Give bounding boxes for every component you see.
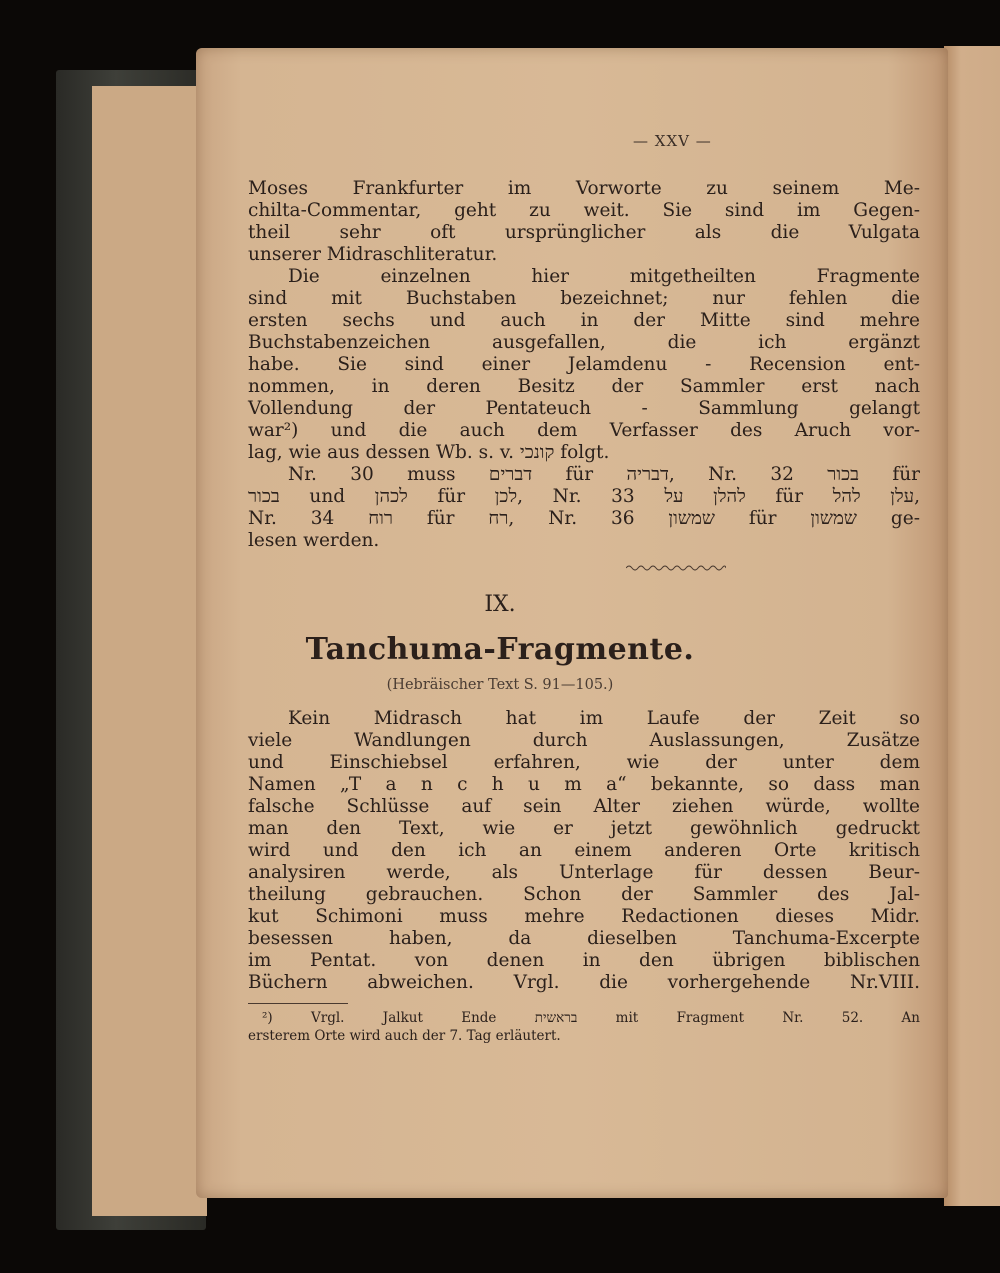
next-page-edge bbox=[944, 46, 1000, 1206]
text-line: nommen, in deren Besitz der Sammler erst nach bbox=[248, 376, 920, 397]
text-line: Die einzelnen hier mitgetheilten Fragmente bbox=[288, 266, 920, 287]
text-line: habe. Sie sind einer Jelamdenu - Recension ent- bbox=[248, 354, 920, 375]
text-line: theilung gebrauchen. Schon der Sammler des Jal- bbox=[248, 884, 920, 905]
chapter-number: IX. bbox=[484, 592, 516, 617]
text-line: im Pentat. von denen in den übrigen biblischen bbox=[248, 950, 920, 971]
page-number: — XXV — bbox=[633, 132, 712, 150]
text-line: ersten sechs und auch in der Mitte sind mehre bbox=[248, 310, 920, 331]
text-line: Moses Frankfurter im Vorworte zu seinem Me- bbox=[248, 178, 920, 199]
text-line: Nr. 30 muss דברים für דבריה, Nr. 32 בכור für bbox=[288, 464, 920, 485]
text-line: sind mit Buchstaben bezeichnet; nur fehlen die bbox=[248, 288, 920, 309]
ornament-divider bbox=[626, 563, 726, 573]
text-line: Büchern abweichen. Vrgl. die vorhergehende Nr.VIII. bbox=[248, 972, 920, 993]
text-line: Buchstabenzeichen ausgefallen, die ich ergänzt bbox=[248, 332, 920, 353]
text-line: man den Text, wie er jetzt gewöhnlich gedruckt bbox=[248, 818, 920, 839]
text-line: Nr. 34 רוח für רח, Nr. 36 שמשון für שמשון ge- bbox=[248, 508, 920, 529]
text-line: wird und den ich an einem anderen Orte kritisch bbox=[248, 840, 920, 861]
text-line: viele Wandlungen durch Auslassungen, Zusätze bbox=[248, 730, 920, 751]
text-line: unserer Midraschliteratur. bbox=[248, 244, 498, 265]
text-line: besessen haben, da dieselben Tanchuma-Excerpte bbox=[248, 928, 920, 949]
text-line: Vollendung der Pentateuch - Sammlung gelangt bbox=[248, 398, 920, 419]
footnote-line: ersterem Orte wird auch der 7. Tag erläutert. bbox=[248, 1028, 561, 1044]
text-line: Namen „T a n c h u m a“ bekannte, so dass man bbox=[248, 774, 920, 795]
text-line: Kein Midrasch hat im Laufe der Zeit so bbox=[288, 708, 920, 729]
text-line: analysiren werde, als Unterlage für dessen Beur- bbox=[248, 862, 920, 883]
text-line: war²) und die auch dem Verfasser des Aruch vor- bbox=[248, 420, 920, 441]
footnote-line: ²) Vrgl. Jalkut Ende בראשית mit Fragment Nr. 52. An bbox=[262, 1010, 920, 1026]
text-line: theil sehr oft ursprünglicher als die Vulgata bbox=[248, 222, 920, 243]
text-line: falsche Schlüsse auf sein Alter ziehen würde, wollte bbox=[248, 796, 920, 817]
footnote-rule bbox=[248, 1003, 348, 1004]
text-line: kut Schimoni muss mehre Redactionen dieses Midr. bbox=[248, 906, 920, 927]
chapter-title: Tanchuma-Fragmente. bbox=[305, 632, 695, 667]
chapter-subtitle: (Hebräischer Text S. 91—105.) bbox=[386, 677, 614, 693]
text-line: lag, wie aus dessen Wb. s. v. קונכי folgt. bbox=[248, 442, 610, 463]
text-line: und Einschiebsel erfahren, wie der unter dem bbox=[248, 752, 920, 773]
text-line: בכור und לכהן für לכן, Nr. 33 להלן על für עלן להל, bbox=[248, 486, 921, 507]
text-line: lesen werden. bbox=[248, 530, 380, 551]
text-line: chilta-Commentar, geht zu weit. Sie sind im Gegen- bbox=[248, 200, 920, 221]
